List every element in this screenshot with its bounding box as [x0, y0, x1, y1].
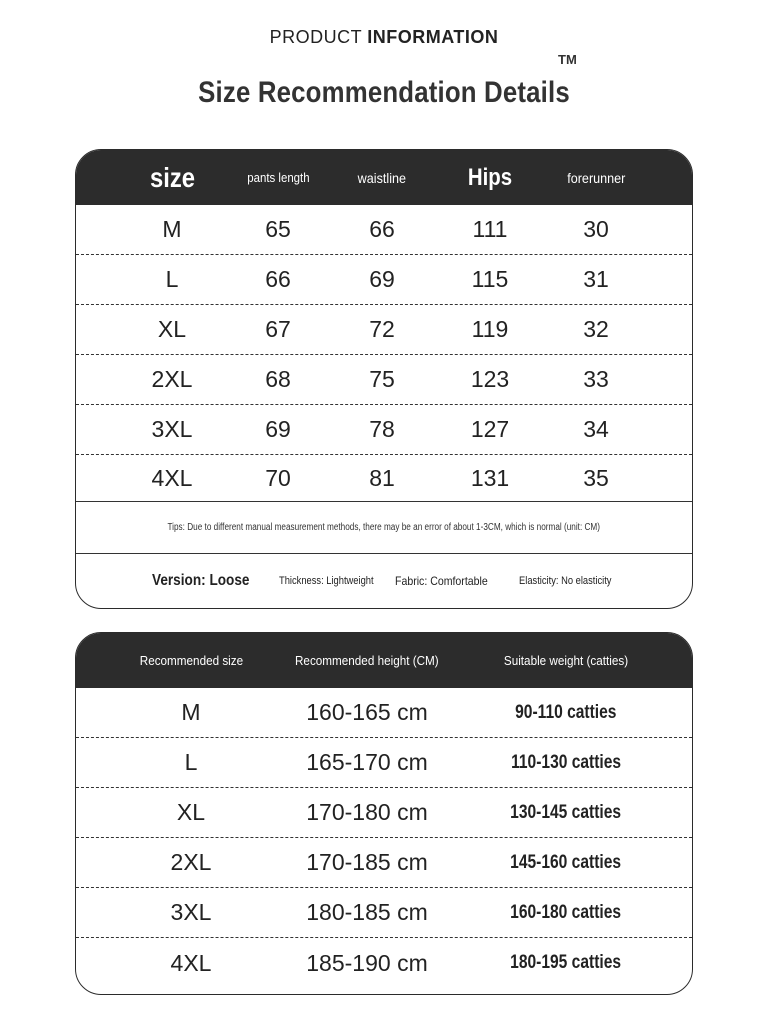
table-row [76, 455, 692, 502]
cell-forerunner: 32 [583, 316, 609, 342]
size-table-header [76, 150, 692, 205]
fabric-label: Fabric: Comfortable [395, 574, 488, 588]
cell-suitable-weight: 90-110 catties [515, 701, 617, 723]
table-row [76, 305, 692, 355]
table-row [76, 838, 692, 888]
table-row [76, 788, 692, 838]
cell-recommended-height: 180-185 cm [306, 899, 428, 925]
cell-recommended-size: 2XL [170, 849, 212, 875]
cell-hips: 115 [471, 266, 509, 292]
cell-suitable-weight: 110-130 catties [510, 751, 622, 773]
cell-recommended-height: 160-165 cm [306, 699, 428, 725]
cell-recommended-size: 3XL [170, 899, 212, 925]
cell-pants-length: 66 [265, 266, 291, 292]
recommendation-table-header [76, 633, 692, 688]
cell-forerunner: 34 [583, 416, 609, 442]
cell-size: M [162, 216, 182, 242]
cell-pants-length: 65 [265, 216, 291, 242]
cell-recommended-size: L [184, 749, 198, 775]
table-row [76, 688, 692, 738]
col-header-waistline: waistline [357, 169, 407, 186]
col-header-recommended-height: Recommended height (CM) [295, 653, 439, 668]
elasticity-label: Elasticity: No elasticity [519, 575, 612, 587]
cell-pants-length: 70 [265, 464, 291, 491]
cell-size: 2XL [151, 366, 193, 392]
cell-pants-length: 67 [265, 316, 291, 342]
cell-size: 3XL [151, 416, 193, 442]
cell-recommended-size: 4XL [170, 949, 212, 976]
table-row [76, 738, 692, 788]
thickness-label: Thickness: Lightweight [279, 575, 374, 587]
cell-recommended-size: XL [176, 799, 206, 825]
cell-waistline: 81 [369, 464, 395, 491]
section-label-bold: INFORMATION [367, 27, 499, 47]
col-header-hips: Hips [467, 163, 513, 191]
table-row [76, 205, 692, 255]
cell-recommended-size: M [181, 699, 201, 725]
table-row [76, 888, 692, 938]
col-header-recommended-size: Recommended size [139, 653, 243, 668]
col-header-size: size [149, 161, 195, 193]
cell-hips: 111 [472, 216, 508, 242]
table-row [76, 405, 692, 455]
cell-pants-length: 68 [265, 366, 291, 392]
table-row [76, 355, 692, 405]
cell-hips: 119 [471, 316, 509, 342]
cell-forerunner: 33 [583, 366, 609, 392]
table-row [76, 938, 692, 988]
product-attributes [76, 554, 692, 608]
size-table-card [75, 149, 693, 609]
cell-size: XL [157, 316, 187, 342]
table-row [76, 255, 692, 305]
cell-size: 4XL [151, 464, 193, 491]
cell-waistline: 69 [369, 266, 395, 292]
cell-recommended-height: 185-190 cm [306, 949, 428, 976]
cell-recommended-height: 170-180 cm [306, 799, 428, 825]
cell-size: L [165, 266, 179, 292]
cell-waistline: 78 [369, 416, 395, 442]
cell-hips: 123 [470, 366, 510, 392]
section-label [0, 27, 768, 48]
cell-pants-length: 69 [265, 416, 291, 442]
col-header-pants-length: pants length [246, 170, 310, 185]
cell-forerunner: 31 [583, 266, 609, 292]
cell-waistline: 75 [369, 366, 395, 392]
measurement-tips: Tips: Due to different manual measurement methods, there may be an error of about 1-3CM, which is normal (unit: CM) [76, 502, 692, 554]
cell-hips: 127 [470, 416, 510, 442]
cell-forerunner: 35 [583, 464, 609, 491]
trademark-mark: TM [558, 52, 577, 67]
cell-hips: 131 [470, 464, 510, 491]
cell-suitable-weight: 180-195 catties [510, 952, 622, 973]
cell-waistline: 72 [369, 316, 395, 342]
page-title: Size Recommendation Details [198, 76, 570, 109]
cell-forerunner: 30 [583, 216, 609, 242]
recommendation-table-card [75, 632, 693, 995]
cell-suitable-weight: 160-180 catties [510, 901, 622, 923]
col-header-forerunner: forerunner [566, 169, 626, 186]
section-label-normal: PRODUCT [269, 27, 368, 47]
col-header-suitable-weight: Suitable weight (catties) [503, 653, 629, 668]
cell-recommended-height: 170-185 cm [306, 849, 428, 875]
cell-recommended-height: 165-170 cm [306, 749, 428, 775]
version-label: Version: Loose [152, 572, 250, 589]
cell-suitable-weight: 145-160 catties [510, 851, 622, 873]
cell-suitable-weight: 130-145 catties [510, 801, 622, 823]
cell-waistline: 66 [369, 216, 395, 242]
